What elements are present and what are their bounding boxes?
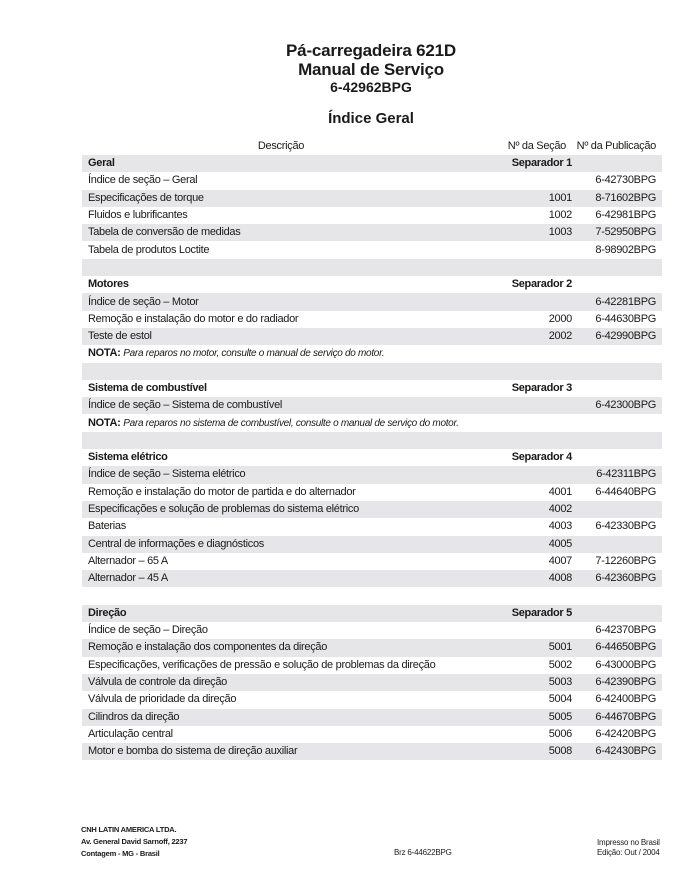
table-row [82,726,662,743]
publication-number-cell: 6-42330BPG [595,520,656,533]
description-cell: Especificações, verificações de pressão e solução de problemas da direção [88,658,436,671]
publication-number-cell: 6-42730BPG [595,174,656,187]
section-number-cell: 1001 [548,191,572,204]
table-row [82,190,662,207]
section-number-cell: 2000 [548,312,572,325]
table-of-contents [82,137,662,760]
spacer-row [82,259,662,276]
document-code: 6-42962BPG [330,79,412,95]
table-row [82,570,662,587]
spacer-row [82,587,662,604]
publication-number-cell: 6-44630BPG [595,312,656,325]
description-cell: Índice de seção – Sistema elétrico [88,468,246,481]
note-label: NOTA: [88,347,121,360]
edition-date: Edição: Out / 2004 [597,848,660,857]
table-row [82,536,662,553]
section-number-cell: 5005 [548,710,572,723]
index-heading: Índice Geral [328,110,414,127]
section-number-cell: Separador 2 [511,278,572,291]
publication-number-cell: 6-42400BPG [595,693,656,706]
table-row [82,241,662,258]
section-group-row [82,276,662,293]
description-cell: Direção [88,606,127,619]
publication-number-cell: 6-42311BPG [596,468,656,481]
table-row [82,622,662,639]
publication-number-cell: 8-71602BPG [595,191,656,204]
description-cell: Índice de seção – Motor [88,295,199,308]
table-row [82,207,662,224]
description-cell: Remoção e instalação do motor de partida e do alternador [88,485,356,498]
column-header-section: Nº da Seção [507,139,566,152]
section-number-cell: 5003 [548,676,572,689]
printed-in: Impresso no Brasil [597,838,660,847]
description-cell: Especificações de torque [88,191,204,204]
table-row [82,172,662,189]
note-content [82,345,486,362]
publication-number-cell: 6-44670BPG [595,710,656,723]
section-number-cell: 5002 [548,658,572,671]
table-row [82,397,662,414]
publication-number-cell: 8-98902BPG [595,243,656,256]
table-row [82,466,662,483]
table-row [82,484,662,501]
publisher-name: CNH LATIN AMERICA LTDA. [81,825,177,834]
table-row [82,328,662,345]
section-number-cell: 4008 [548,572,572,585]
table-row [82,311,662,328]
table-row [82,709,662,726]
description-cell: Teste de estol [88,330,152,343]
section-group-row [82,380,662,397]
footer-doc-code: Brz 6-44622BPG [394,848,452,857]
table-header [82,137,662,155]
publication-number-cell: 6-42420BPG [595,727,656,740]
table-row [82,691,662,708]
section-number-cell: 4007 [548,554,572,567]
section-group-row [82,449,662,466]
document-title-block [0,41,698,96]
description-cell: Sistema elétrico [88,451,168,464]
publication-number-cell: 6-44640BPG [595,485,656,498]
publisher-address: Av. General David Sarnoff, 2237 [81,837,188,846]
note-content [82,415,486,432]
description-cell: Alternador – 45 A [88,572,168,585]
column-header-description: Descrição [257,139,305,152]
publication-number-cell: 6-42370BPG [595,624,656,637]
description-cell: Tabela de conversão de medidas [88,226,241,239]
section-number-cell: 5006 [548,727,572,740]
publication-number-cell: 6-42430BPG [595,745,656,758]
note-row [82,345,662,362]
section-number-cell: 4002 [548,503,572,516]
section-number-cell: 2002 [548,330,572,343]
description-cell: Central de informações e diagnósticos [88,537,265,550]
publication-number-cell: 6-42390BPG [595,676,656,689]
description-cell: Índice de seção – Geral [88,174,198,187]
description-cell: Índice de seção – Direção [88,624,208,637]
section-number-cell: 4001 [548,485,572,498]
note-text: Para reparos no motor, consulte o manual de serviço do motor. [123,348,385,360]
section-number-cell: 5004 [548,693,572,706]
table-row [82,518,662,535]
section-number-cell: Separador 1 [511,157,572,170]
column-header-publication: Nº da Publicação [576,139,656,152]
table-body [82,155,662,760]
publication-number-cell: 6-42990BPG [595,330,656,343]
publisher-info [81,824,187,860]
spacer-row [82,363,662,380]
publication-number-cell: 7-12260BPG [595,554,656,567]
publication-number-cell: 6-42981BPG [595,209,656,222]
print-info [597,838,660,858]
description-cell: Remoção e instalação dos componentes da direção [88,641,328,654]
note-label: NOTA: [88,416,121,429]
description-cell: Remoção e instalação do motor e do radiador [88,312,299,325]
table-row [82,743,662,760]
document-title: Pá-carregadeira 621D [286,41,456,60]
section-number-cell: 5008 [548,745,572,758]
table-row [82,224,662,241]
publication-number-cell: 6-42360BPG [595,572,656,585]
table-row [82,293,662,310]
description-cell: Válvula de controle da direção [88,676,227,689]
description-cell: Tabela de produtos Loctite [88,243,210,256]
description-cell: Sistema de combustível [88,382,207,394]
note-row [82,414,662,431]
publication-number-cell: 7-52950BPG [595,226,656,239]
description-cell: Motor e bomba do sistema de direção auxiliar [88,745,298,758]
section-group-row [82,605,662,622]
description-cell: Articulação central [88,727,173,740]
description-cell: Especificações e solução de problemas do sistema elétrico [88,503,359,516]
section-number-cell: 4003 [548,520,572,533]
section-group-row [82,155,662,172]
section-number-cell: Separador 5 [511,606,572,619]
publication-number-cell: 6-42281BPG [595,295,656,308]
description-cell: Motores [88,278,129,291]
table-row [82,674,662,691]
table-row [82,639,662,656]
section-number-cell: Separador 3 [511,382,572,394]
section-number-cell: 4005 [548,537,572,550]
spacer-row [82,432,662,449]
note-text: Para reparos no sistema de combustível, consulte o manual de serviço do motor. [123,417,459,429]
description-cell: Fluidos e lubrificantes [88,209,188,222]
description-cell: Válvula de prioridade da direção [88,693,237,706]
description-cell: Geral [88,157,115,170]
table-row [82,501,662,518]
publication-number-cell: 6-44650BPG [595,641,656,654]
table-row [82,657,662,674]
publication-number-cell: 6-42300BPG [595,399,656,412]
document-subtitle: Manual de Serviço [298,60,444,79]
table-row [82,553,662,570]
section-number-cell: Separador 4 [511,451,572,464]
description-cell: Alternador – 65 A [88,554,168,567]
description-cell: Índice de seção – Sistema de combustível [88,399,283,412]
section-number-cell: 1003 [548,226,572,239]
publisher-city: Contagem - MG - Brasil [81,849,160,858]
description-cell: Baterias [88,520,126,533]
publication-number-cell: 6-43000BPG [595,658,656,671]
section-number-cell: 5001 [548,641,572,654]
section-number-cell: 1002 [548,209,572,222]
description-cell: Cilindros da direção [88,710,180,723]
